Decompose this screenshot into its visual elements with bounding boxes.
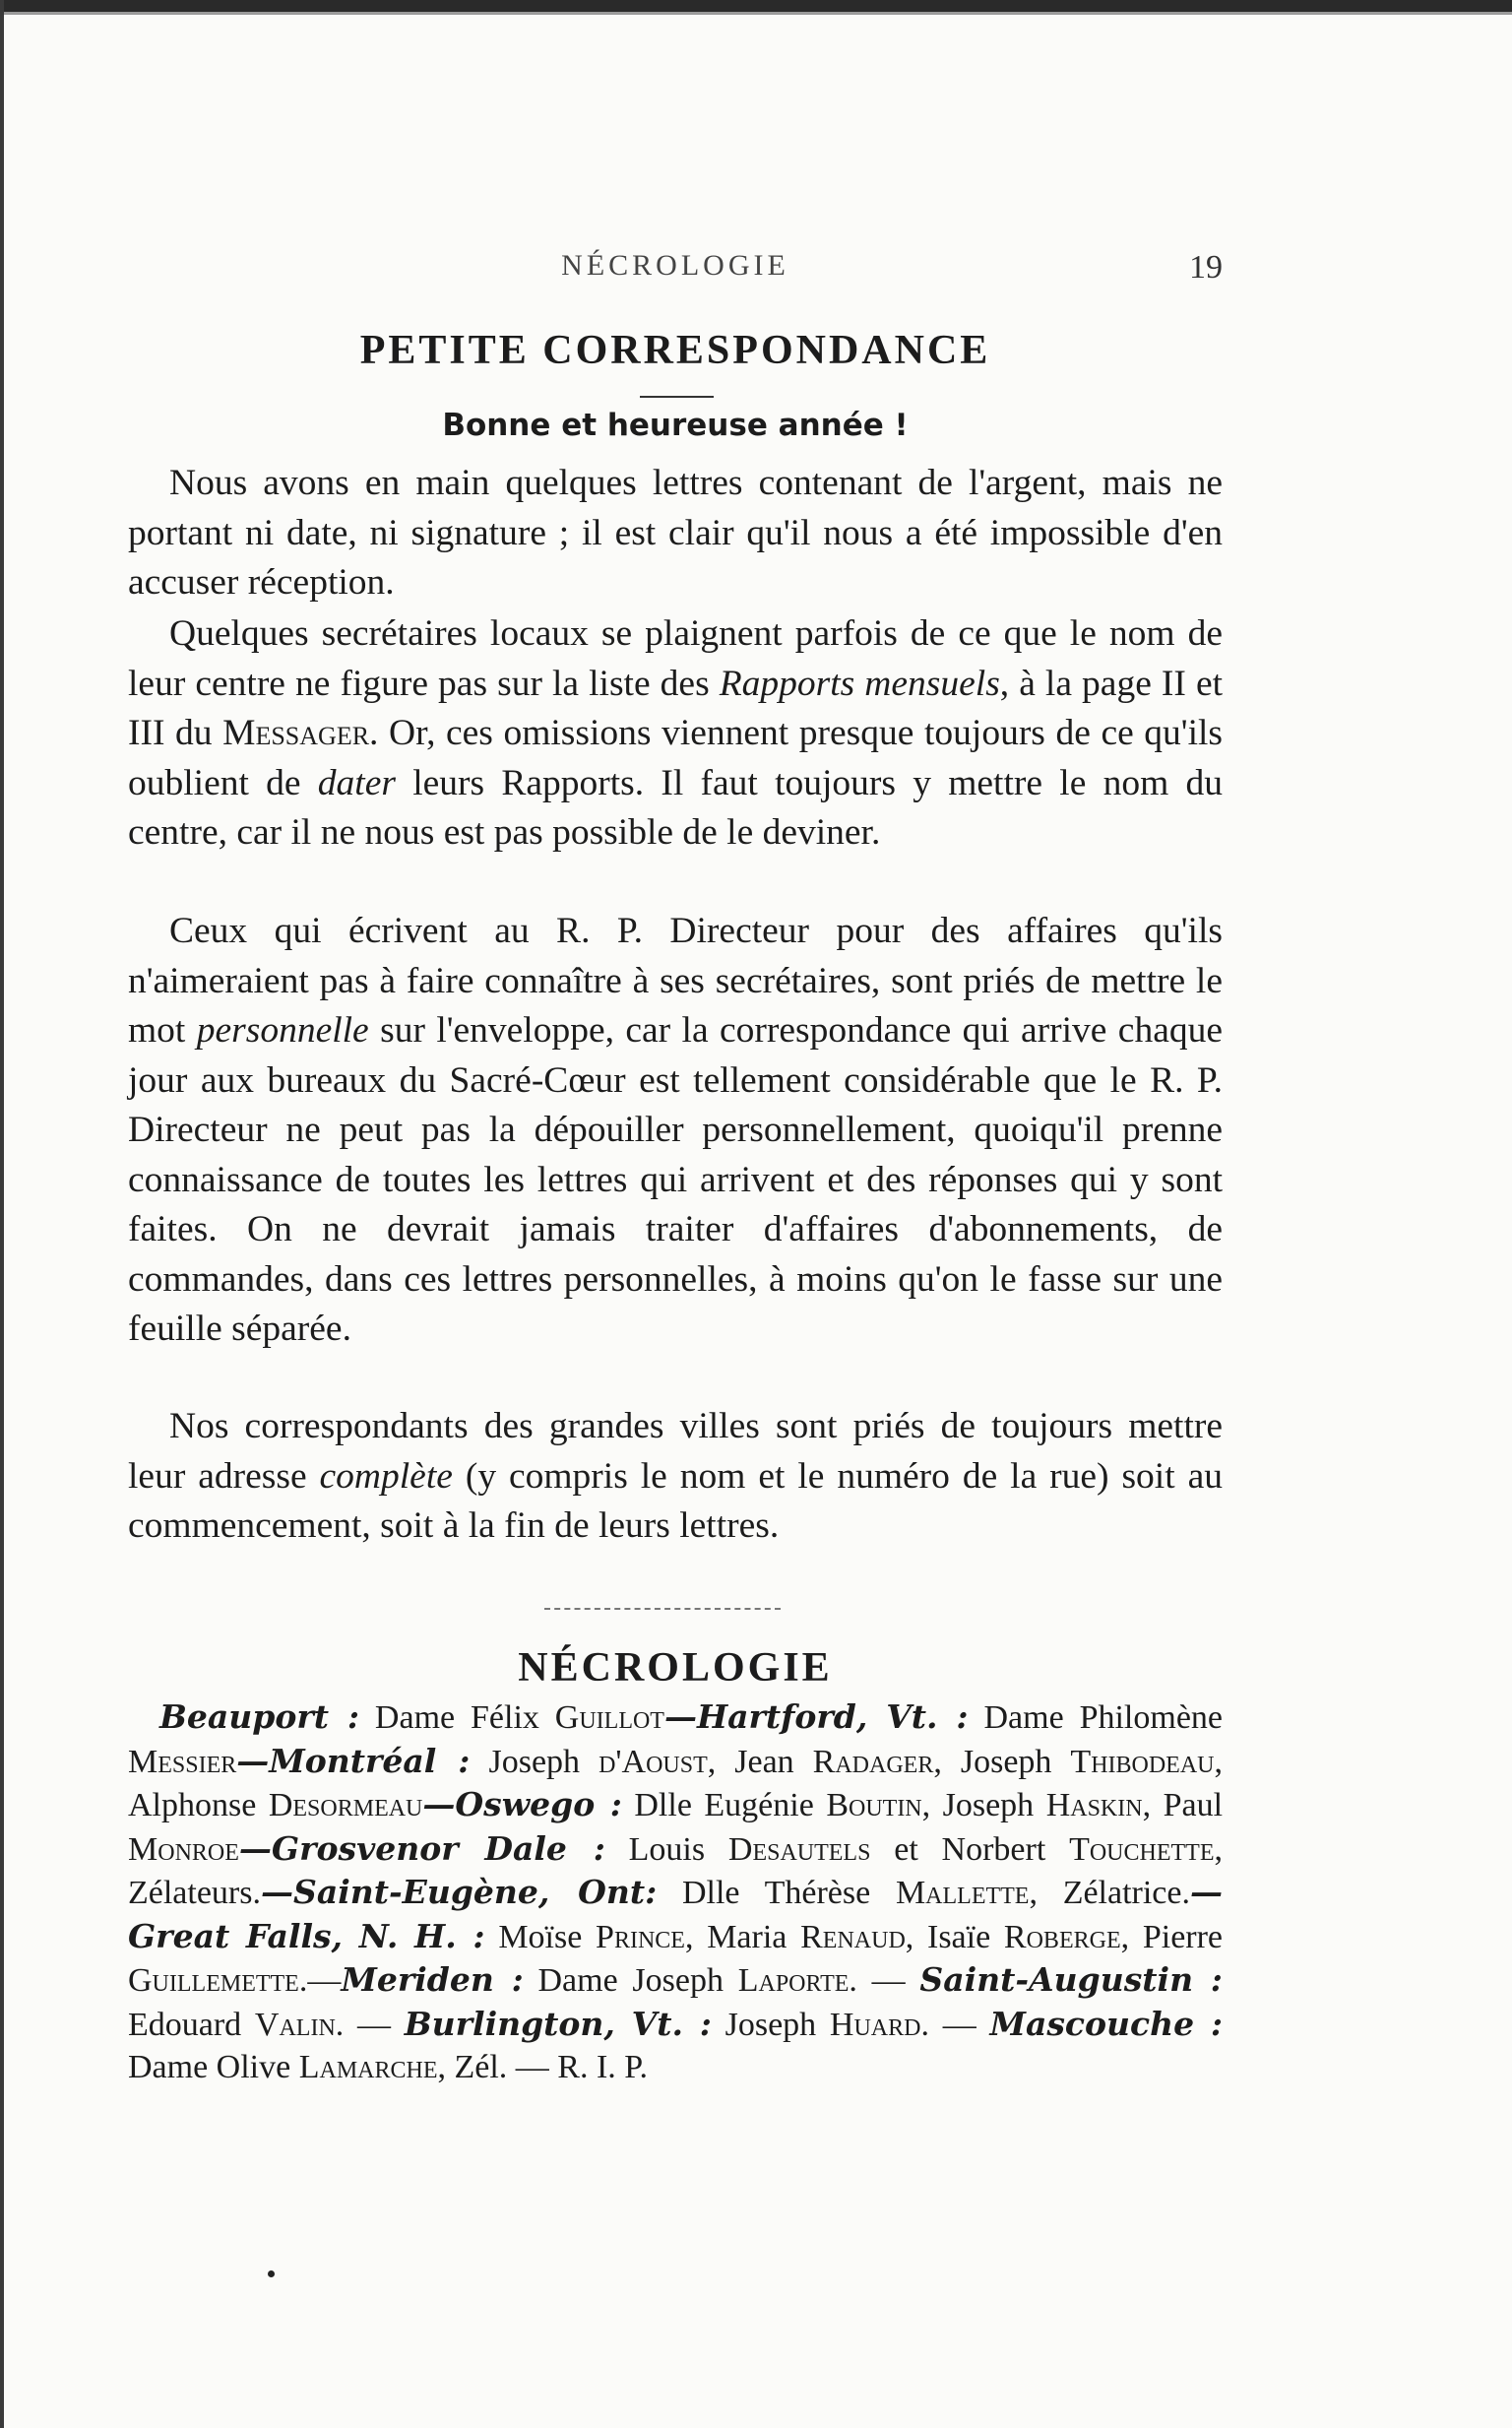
p3-text-a: Ceux qui écrivent au R. P. Directeur pour des affaires qu'ils n'aimeraient pas à faire connaître à ses secrétaires, sont priés de mettre le mot <box>128 911 1223 1051</box>
surname: Haskin <box>1045 1787 1143 1823</box>
surname: Roberge <box>1003 1918 1121 1955</box>
surname: Lamarche <box>298 2049 438 2085</box>
necro-text: Moïse <box>484 1918 597 1955</box>
place-burlington: Burlington, Vt. : <box>404 2004 712 2043</box>
surname: Messier <box>128 1743 237 1780</box>
necro-text: Joseph <box>470 1743 599 1780</box>
necro-text: , Zél. — R. I. P. <box>437 2049 648 2085</box>
surname: Valin <box>254 2006 336 2043</box>
surname: Guillemette <box>128 1962 299 1999</box>
necro-text: Dame Philomène <box>968 1699 1223 1736</box>
place-saint-eugene: —Saint-Eugène, Ont: <box>261 1873 658 1911</box>
surname: Thibodeau <box>1070 1743 1215 1780</box>
necro-text: , Zélateurs. <box>128 1830 1223 1911</box>
p4-text-a: Nos correspondants des grandes villes sont priés de toujours mettre leur adresse <box>128 1406 1223 1497</box>
necro-text: et Norbert <box>870 1830 1070 1868</box>
necro-text: , Isaïe <box>905 1918 1004 1955</box>
surname: d'Aoust <box>598 1743 708 1780</box>
p2-text-e: . Or, ces omissions viennent presque toujours de ce qu'ils oublient de <box>128 713 1223 803</box>
necro-text: , Joseph <box>933 1743 1071 1780</box>
p2-messager: Messager <box>222 713 370 753</box>
place-meriden: Meriden : <box>341 1960 524 1999</box>
correspondance-subtitle: Bonne et heureuse année ! <box>442 408 909 443</box>
surname: Touchette <box>1069 1830 1215 1868</box>
place-beauport: Beauport : <box>159 1697 360 1736</box>
p2-text-c: , à la page II et III du <box>128 663 1224 753</box>
p3-text-c: sur l'enveloppe, car la correspondance qui arrive chaque jour aux bureaux du Sacré-Cœur est tellement considérable que le R. P. Directeur ne peut pas la dépouiller personnellement, quoiqu'il prenne connaissance de toutes les lettres qui arrivent et des réponses qui y sont faites. On ne devrait jamais traiter d'affaires d'abonnements, de commandes, dans ces lettres personnelles, à moins qu'on le fasse sur une feuille séparée. <box>128 1010 1223 1349</box>
necro-text: , Zélatrice. <box>1029 1875 1190 1911</box>
necrologie-title: NÉCROLOGIE <box>518 1645 833 1691</box>
p3-personnelle: personnelle <box>196 1010 369 1051</box>
necro-text: .— <box>298 1962 342 1999</box>
p4-complete: complète <box>319 1455 453 1497</box>
p2-dater: dater <box>317 762 396 803</box>
place-grosvenor-dale: —Grosvenor Dale : <box>238 1828 605 1868</box>
necro-text: , Paul <box>1142 1787 1224 1823</box>
necro-text: Edouard <box>128 2006 255 2043</box>
section-divider <box>544 1608 781 1610</box>
surname: Huard <box>829 2006 921 2043</box>
necro-text: Dlle Thérèse <box>657 1875 896 1911</box>
p2-text-a: Quelques secrétaires locaux se plaignent parfois de ce que le nom de leur centre ne figure pas sur la liste des <box>128 613 1223 704</box>
necro-text: . — <box>849 1962 920 1999</box>
surname: Monroe <box>128 1830 239 1868</box>
place-mascouche: Mascouche : <box>989 2004 1224 2043</box>
surname: Renaud <box>800 1918 906 1955</box>
paragraph-3 <box>128 907 1223 1355</box>
necro-text: Joseph <box>711 2006 830 2043</box>
surname: Mallette <box>895 1875 1030 1911</box>
scan-top-edge-shadow <box>0 12 1512 15</box>
stray-ink-dot <box>268 2270 275 2277</box>
surname: Boutin <box>826 1787 922 1823</box>
p4-text-c: (y compris le nom et le numéro de la rue) soit au commencement, soit à la fin de leurs lettres. <box>128 1455 1223 1546</box>
necrologie-list <box>128 1695 1223 2089</box>
necro-text: Dame Joseph <box>523 1962 738 1999</box>
place-great-falls: —Great Falls, N. H. : <box>128 1873 1223 1955</box>
page-number: 19 <box>1189 249 1223 286</box>
scan-left-edge <box>0 0 4 2428</box>
necro-text: , Pierre <box>1120 1918 1224 1955</box>
title-rule <box>640 396 714 398</box>
p2-rapports-mensuels: Rapports mensuels <box>719 663 1000 704</box>
paragraph-4 <box>128 1402 1223 1552</box>
necro-text: . — <box>920 2006 990 2043</box>
place-montreal: —Montréal : <box>236 1741 471 1780</box>
necro-text: , Jean <box>707 1743 813 1780</box>
necro-text: . — <box>335 2006 405 2043</box>
paragraph-2 <box>128 609 1223 859</box>
necro-text: , Maria <box>684 1918 801 1955</box>
necro-text: , Joseph <box>921 1787 1046 1823</box>
place-hartford: —Hartford, Vt. : <box>663 1697 969 1736</box>
necro-text: Louis <box>604 1830 728 1868</box>
surname: Guillot <box>554 1699 664 1736</box>
surname: Radager <box>812 1743 934 1780</box>
p2-text-g: leurs Rapports. Il faut toujours y mettre le nom du centre, car il ne nous est pas possible de le deviner. <box>128 762 1223 853</box>
surname: Laporte <box>737 1962 850 1999</box>
necro-text: , Alphonse <box>128 1743 1224 1823</box>
scan-top-edge <box>0 0 1512 12</box>
place-saint-augustin: Saint-Augustin : <box>919 1960 1223 1999</box>
correspondance-title: PETITE CORRESPONDANCE <box>359 328 991 373</box>
necro-text: Dame Olive <box>128 2049 299 2085</box>
surname: Desautels <box>727 1830 871 1868</box>
necro-text: Dame Félix <box>359 1699 555 1736</box>
necro-text: Dlle Eugénie <box>621 1787 827 1823</box>
paragraph-1: Nous avons en main quelques lettres contenant de l'argent, mais ne portant ni date, ni signature ; il est clair qu'il nous a été impossible d'en accuser réception. <box>128 463 1223 603</box>
running-title: NÉCROLOGIE <box>561 249 789 282</box>
surname: Prince <box>596 1918 685 1955</box>
running-head <box>128 249 1223 288</box>
place-oswego: —Oswego : <box>422 1785 622 1823</box>
surname: Desormeau <box>268 1787 423 1823</box>
